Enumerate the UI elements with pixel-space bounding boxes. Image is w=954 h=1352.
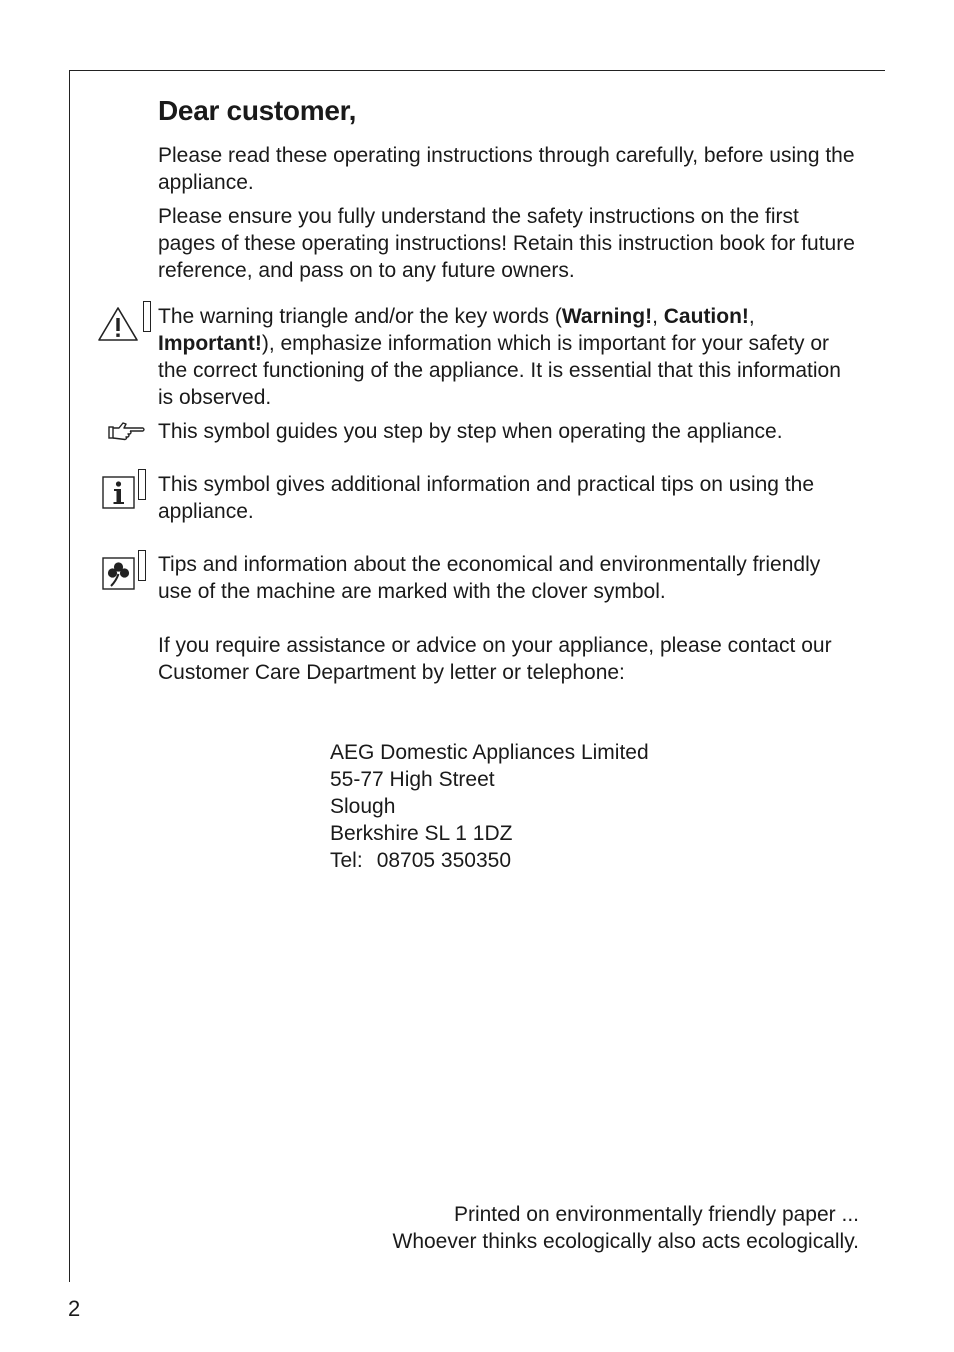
eco-footer — [393, 1201, 860, 1255]
keyword-important: Important! — [158, 332, 262, 355]
address-company: AEG Domestic Appliances Limited — [330, 741, 649, 764]
address-telephone — [330, 847, 649, 874]
address-county: Berkshire SL 1 1DZ — [330, 822, 513, 845]
tel-number: 08705 350350 — [376, 849, 511, 872]
keyword-warning: Warning! — [561, 305, 653, 328]
clover-marker — [138, 550, 146, 581]
assistance-paragraph: If you require assistance or advice on your appliance, please contact our Customer Care Department by letter or telephone: — [158, 634, 832, 684]
address-street: 55-77 High Street — [330, 768, 495, 791]
page-number: 2 — [68, 1296, 81, 1321]
clover-paragraph: Tips and information about the economical and environmentally friendly use of the machine are marked with the clover symbol. — [158, 553, 821, 603]
left-rule — [69, 70, 70, 1282]
keyword-caution: Caution! — [663, 305, 749, 328]
customer-care-address — [330, 739, 649, 874]
address-town: Slough — [330, 795, 396, 818]
info-icon — [102, 474, 136, 510]
warning-text-post: ), emphasize information which is important for your safety or the correct functioning of the appliance. It is essential that this information is observed. — [158, 332, 841, 409]
info-paragraph: This symbol gives additional information and practical tips on using the appliance. — [158, 473, 815, 523]
warning-separator-2: , — [748, 305, 755, 328]
warning-text-pre: The warning triangle and/or the key words ( — [158, 305, 562, 328]
tel-label: Tel: — [330, 849, 363, 872]
pointing-hand-icon — [108, 421, 146, 441]
warning-paragraph — [158, 303, 858, 411]
warning-separator-1: , — [652, 305, 664, 328]
footer-line-1: Printed on environmentally friendly paper ... — [453, 1203, 859, 1226]
intro-paragraph-2: Please ensure you fully understand the safety instructions on the first pages of these operating instructions! Retain this instruction book for future reference, and pass on to any future owners. — [158, 205, 855, 282]
intro-paragraph-1: Please read these operating instructions through carefully, before using the appliance. — [158, 144, 855, 194]
info-marker — [138, 469, 146, 500]
footer-line-2: Whoever thinks ecologically also acts ecologically. — [392, 1230, 859, 1253]
step-paragraph: This symbol guides you step by step when operating the appliance. — [158, 420, 783, 443]
warning-triangle-icon — [96, 305, 140, 343]
page-title: Dear customer, — [158, 95, 357, 126]
top-rule — [69, 70, 885, 71]
warning-marker — [143, 301, 151, 332]
clover-icon — [102, 555, 136, 591]
